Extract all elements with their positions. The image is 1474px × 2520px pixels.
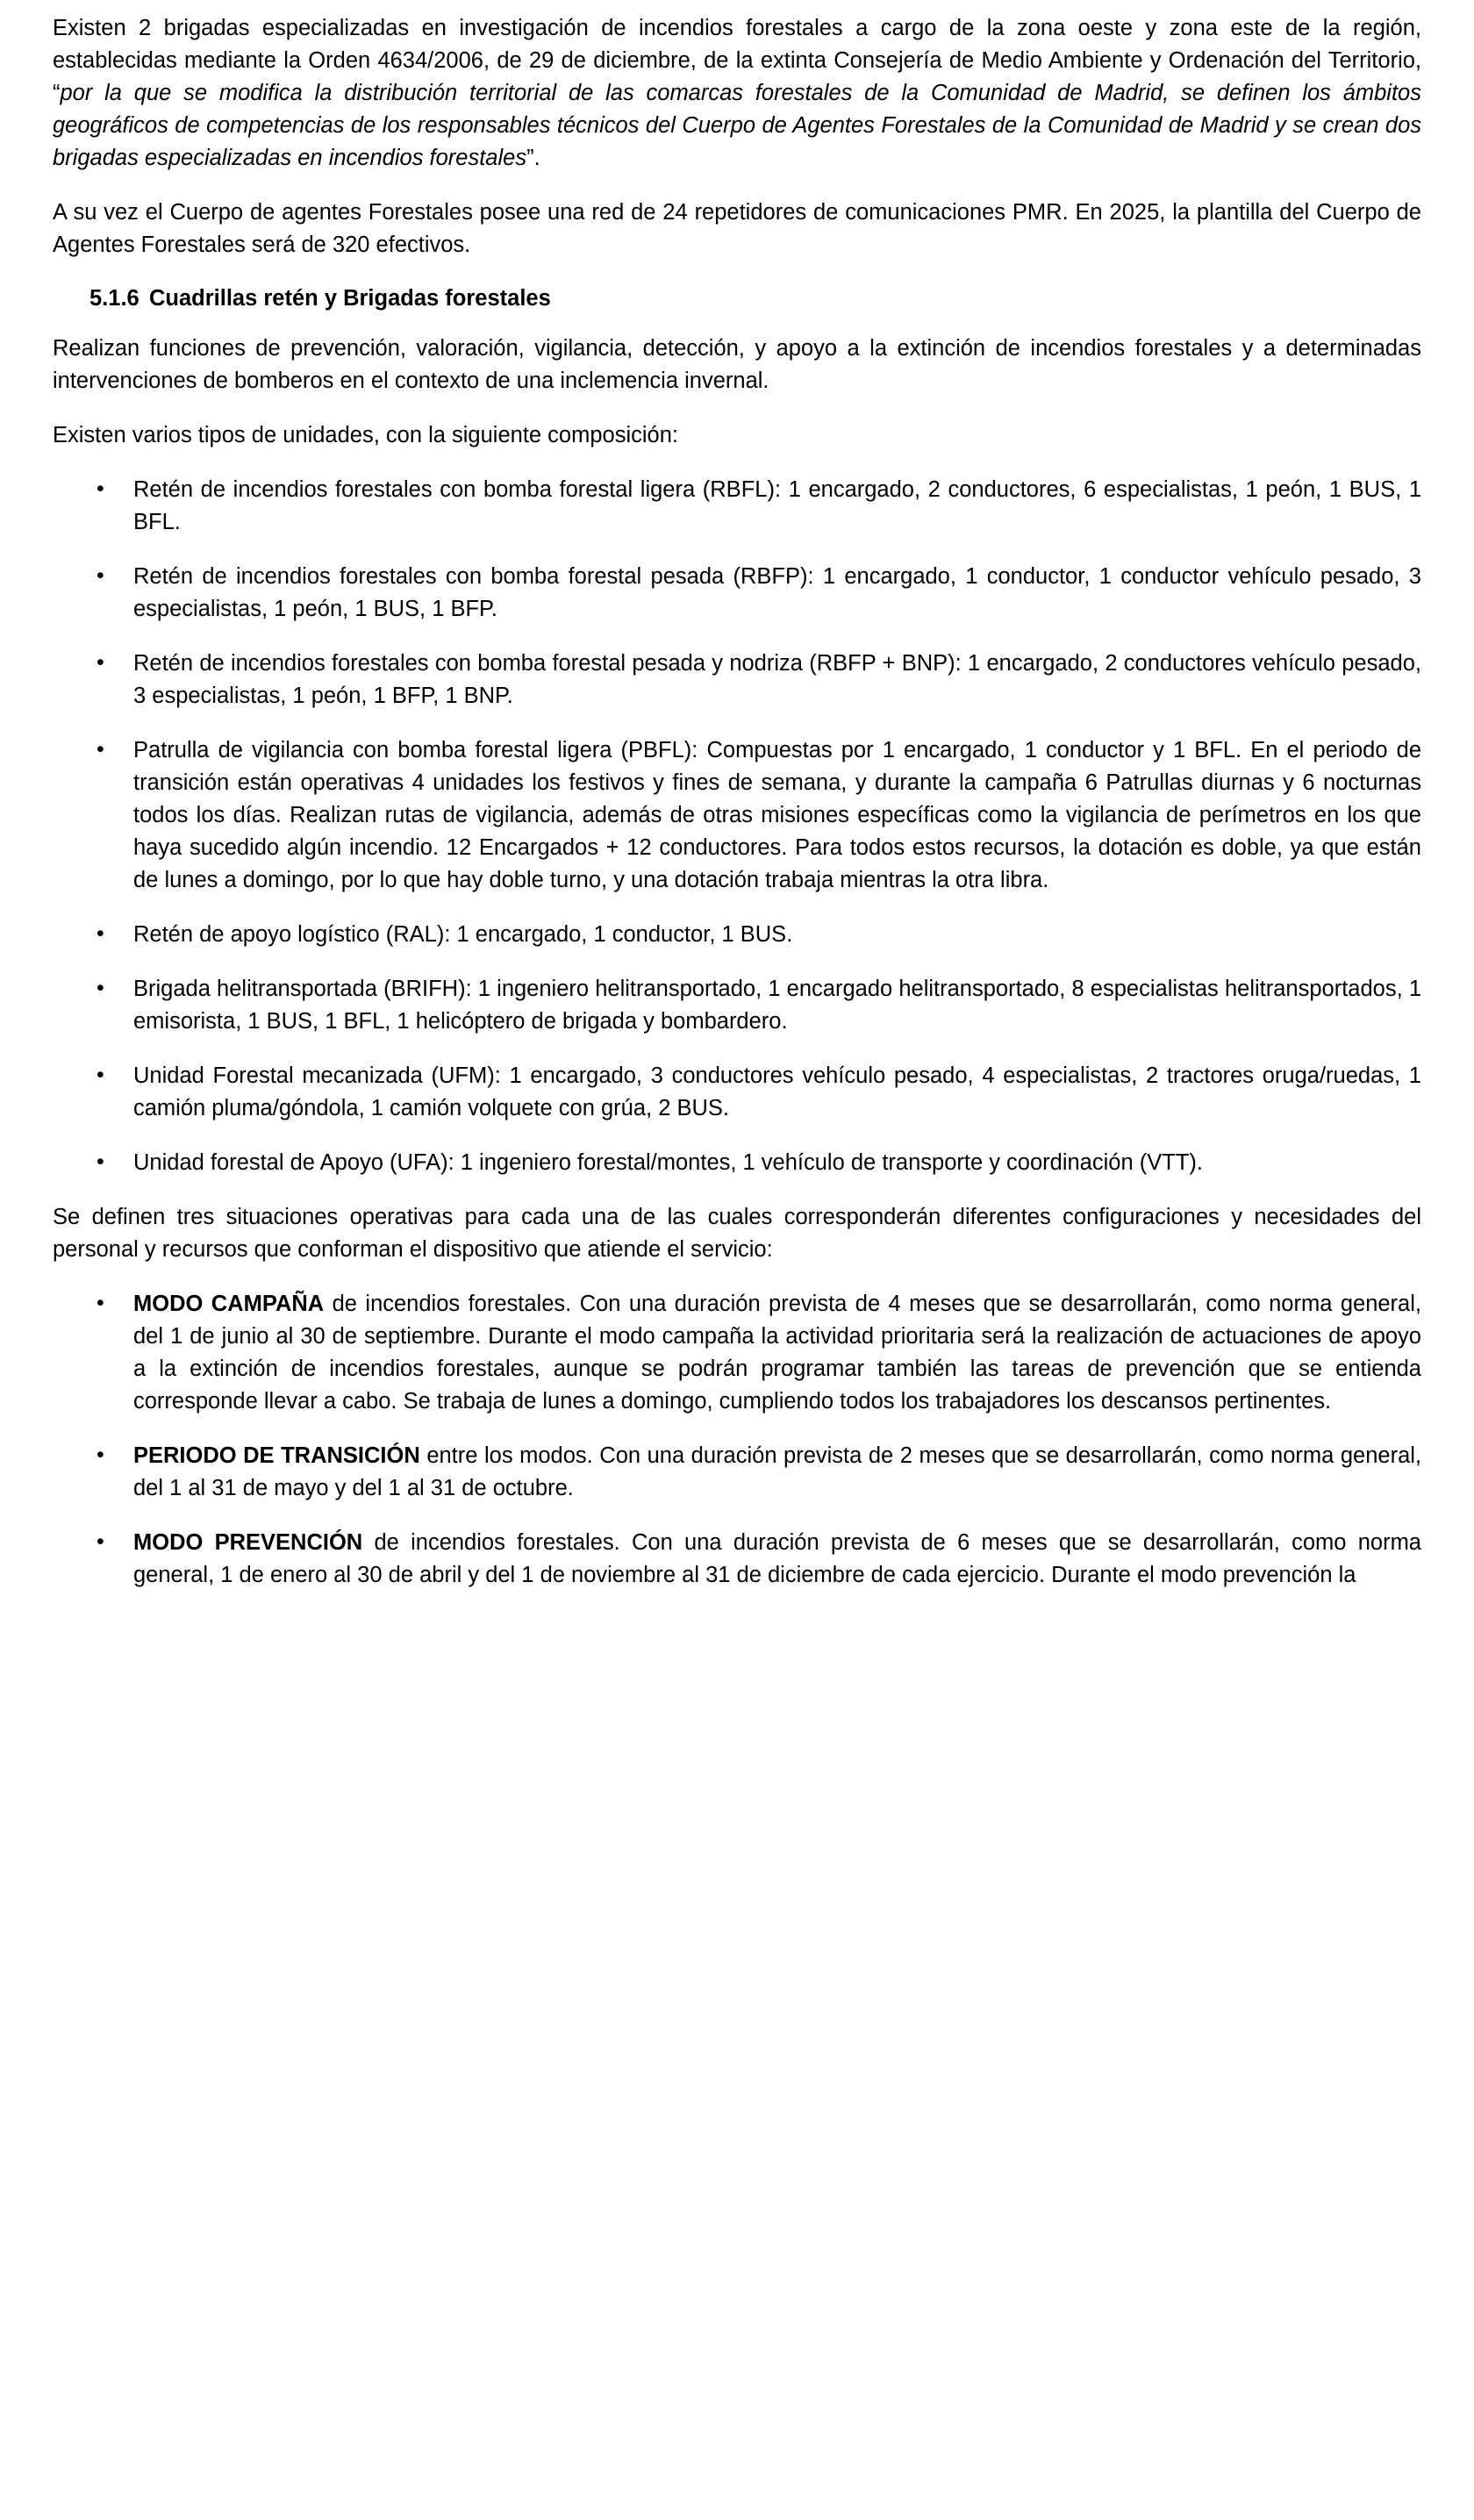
list-item: • Brigada helitransportada (BRIFH): 1 ingeniero helitransportado, 1 encargado helitransportado, 8 especialistas helitransportados, 1 emisorista, 1 BUS, 1 BFL, 1 helicóptero de brigada y bombardero. — [53, 973, 1421, 1038]
list-item: • MODO PREVENCIÓN de incendios forestales. Con una duración prevista de 6 meses que se desarrollarán, como norma general, 1 de enero al 30 de abril y del 1 de noviembre al 31 de diciembre de cada ejercicio. Durante el modo prevención la — [53, 1527, 1421, 1592]
list-item: • Retén de apoyo logístico (RAL): 1 encargado, 1 conductor, 1 BUS. — [53, 919, 1421, 951]
list-item: • Patrulla de vigilancia con bomba forestal ligera (PBFL): Compuestas por 1 encargado, 1 conductor y 1 BFL. En el periodo de transición están operativas 4 unidades los festivos y fines de semana, y durante la campaña 6 Patrullas diurnas y 6 nocturnas todos los días. Realizan rutas de vigilancia, además de otras misiones específicas como la vigilancia de perímetros en los que haya sucedido algún incendio. 12 Encargados + 12 conductores. Para todos estos recursos, la dotación es doble, ya que están de lunes a domingo, por lo que hay doble turno, y una dotación trabaja mientras la otra libra. — [53, 734, 1421, 897]
paragraph-brigadas-investigacion: Existen 2 brigadas especializadas en investigación de incendios forestales a cargo de la zona oeste y zona este de la región, establecidas mediante la Orden 4634/2006, de 29 de diciembre, de la extinta Consejería de Medio Ambiente y Ordenación del Territorio, “por la que se modifica la distribución territorial de las comarcas forestales de la Comunidad de Madrid, se definen los ámbitos geográficos de competencias de los responsables técnicos del Cuerpo de Agentes Forestales de la Comunidad de Madrid y se crean dos brigadas especializadas en incendios forestales”. — [53, 16, 1421, 170]
section-heading — [53, 283, 1421, 313]
list-item: • Retén de incendios forestales con bomba forestal pesada (RBFP): 1 encargado, 1 conductor, 1 conductor vehículo pesado, 3 especialistas, 1 peón, 1 BUS, 1 BFP. — [53, 561, 1421, 626]
section-intro-paragraphs — [53, 333, 1421, 452]
section-title: Cuadrillas retén y Brigadas forestales — [149, 286, 551, 311]
list-item: • Retén de incendios forestales con bomba forestal pesada y nodriza (RBFP + BNP): 1 encargado, 2 conductores vehículo pesado, 3 especialistas, 1 peón, 1 BFP, 1 BNP. — [53, 648, 1421, 712]
list-item: • Retén de incendios forestales con bomba forestal ligera (RBFL): 1 encargado, 2 conductores, 6 especialistas, 1 peón, 1 BUS, 1 BFL. — [53, 474, 1421, 539]
list-item: • Unidad forestal de Apoyo (UFA): 1 ingeniero forestal/montes, 1 vehículo de transporte y coordinación (VTT). — [53, 1147, 1421, 1179]
list-item: • PERIODO DE TRANSICIÓN entre los modos. Con una duración prevista de 2 meses que se desarrollarán, como norma general, del 1 al 31 de mayo y del 1 al 31 de octubre. — [53, 1440, 1421, 1505]
paragraph-tipos-unidades: Existen varios tipos de unidades, con la siguiente composición: — [53, 423, 678, 447]
modes-list — [53, 1288, 1421, 1592]
situations-intro — [53, 1201, 1421, 1266]
section-number: 5.1.6 — [89, 286, 140, 311]
units-list — [53, 474, 1421, 1179]
list-item: • MODO CAMPAÑA de incendios forestales. Con una duración prevista de 4 meses que se desarrollarán, como norma general, del 1 de junio al 30 de septiembre. Durante el modo campaña la actividad prioritaria será la realización de actuaciones de apoyo a la extinción de incendios forestales, aunque se podrán programar también las tareas de prevención que se entienda corresponde llevar a cabo. Se trabaja de lunes a domingo, cumpliendo todos los trabajadores los descansos pertinentes. — [53, 1288, 1421, 1418]
intro-paragraphs — [53, 12, 1421, 261]
list-item: • Unidad Forestal mecanizada (UFM): 1 encargado, 3 conductores vehículo pesado, 4 especialistas, 2 tractores oruga/ruedas, 1 camión pluma/góndola, 1 camión volquete con grúa, 2 BUS. — [53, 1060, 1421, 1125]
paragraph-repetidores-pmr: A su vez el Cuerpo de agentes Forestales posee una red de 24 repetidores de comunicaciones PMR. En 2025, la plantilla del Cuerpo de Agentes Forestales será de 320 efectivos. — [53, 200, 1421, 257]
paragraph-funciones: Realizan funciones de prevención, valoración, vigilancia, detección, y apoyo a la extinción de incendios forestales y a determinadas intervenciones de bomberos en el contexto de una inclemencia invernal. — [53, 336, 1421, 393]
paragraph-situaciones-operativas: Se definen tres situaciones operativas para cada una de las cuales corresponderán diferentes configuraciones y necesidades del personal y recursos que conforman el dispositivo que atiende el servicio: — [53, 1205, 1421, 1262]
